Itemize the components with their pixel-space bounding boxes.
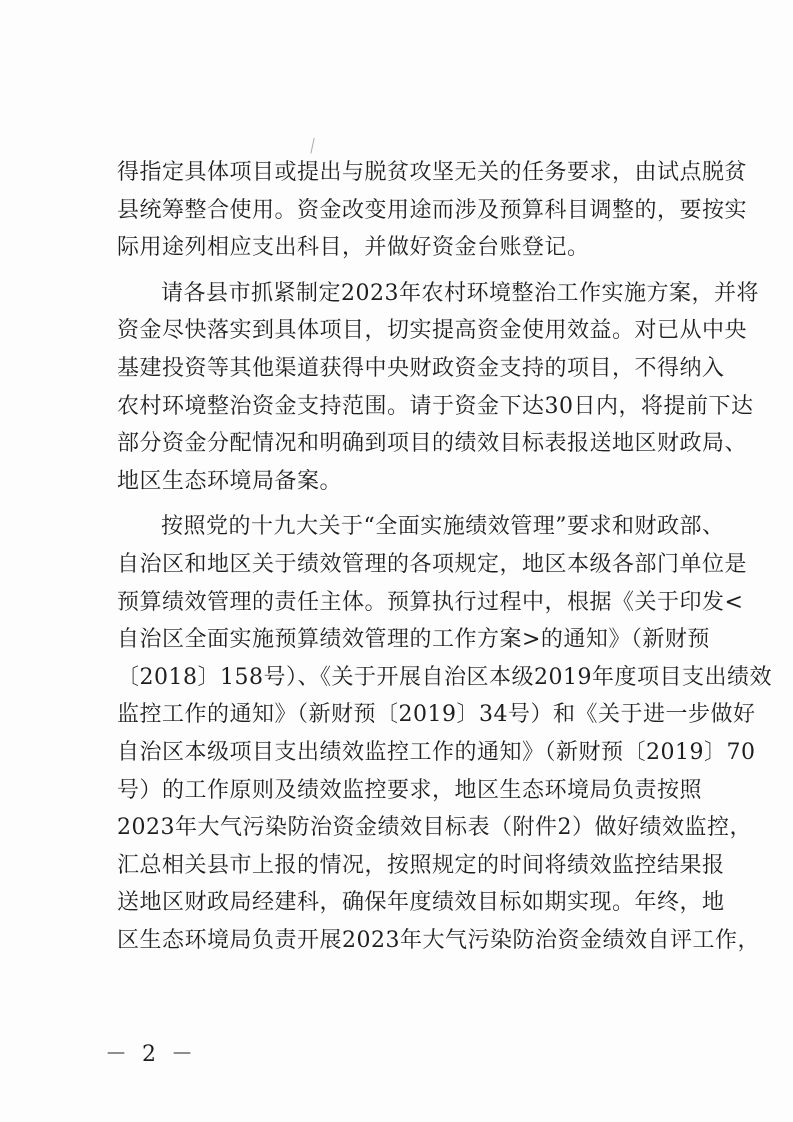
text-line: 自治区本级项目支出绩效监控工作的通知》（新财预〔2019〕70 bbox=[117, 739, 756, 765]
text-line: 县统筹整合使用。资金改变用途而涉及预算科目调整的，要按实 bbox=[117, 197, 748, 223]
text-line: 自治区全面实施预算绩效管理的工作方案>的通知》（新财预 bbox=[117, 627, 710, 653]
text-line: 自治区和地区关于绩效管理的各项规定，地区本级各部门单位是 bbox=[117, 551, 748, 577]
text-line: 送地区财政局经建科，确保年度绩效目标如期实现。年终，地 bbox=[117, 890, 725, 916]
page-number: － 2 － bbox=[105, 1042, 197, 1067]
text-line: 资金尽快落实到具体项目，切实提高资金使用效益。对已从中央 bbox=[117, 318, 748, 344]
text-line: 际用途列相应支出科目，并做好资金台账登记。 bbox=[117, 235, 590, 261]
text-line: 监控工作的通知》（新财预〔2019〕34号）和《关于进一步做好 bbox=[117, 702, 756, 728]
text-line: 地区生态环境局备案。 bbox=[117, 468, 343, 494]
text-line: 部分资金分配情况和明确到项目的绩效目标表报送地区财政局、 bbox=[117, 431, 748, 457]
text-line: 汇总相关县市上报的情况，按照规定的时间将绩效监控结果报 bbox=[117, 852, 725, 878]
text-line: 预算绩效管理的责任主体。预算执行过程中，根据《关于印发< bbox=[117, 589, 744, 615]
text-line: 得指定具体项目或提出与脱贫攻坚无关的任务要求，由试点脱贫 bbox=[117, 160, 748, 185]
text-line: 请各县市抓紧制定2023年农村环境整治工作实施方案，并将 bbox=[161, 280, 759, 306]
text-line: 按照党的十九大关于“全面实施绩效管理”要求和财政部、 bbox=[161, 514, 725, 540]
text-line: 〔2018〕158号）、《关于开展自治区本级2019年度项目支出绩效 bbox=[117, 664, 772, 690]
body-text bbox=[117, 154, 772, 959]
text-line: 号）的工作原则及绩效监控要求，地区生态环境局负责按照 bbox=[117, 777, 703, 803]
text-line: 2023年大气污染防治资金绩效目标表（附件2）做好绩效监控， bbox=[117, 815, 752, 841]
text-line: 农村环境整治资金支持范围。请于资金下达30日内，将提前下达 bbox=[117, 393, 754, 419]
scan-mark bbox=[310, 138, 317, 154]
text-line: 基建投资等其他渠道获得中央财政资金支持的项目，不得纳入 bbox=[117, 355, 725, 381]
text-line: 区生态环境局负责开展2023年大气污染防治资金绩效自评工作， bbox=[117, 927, 760, 953]
